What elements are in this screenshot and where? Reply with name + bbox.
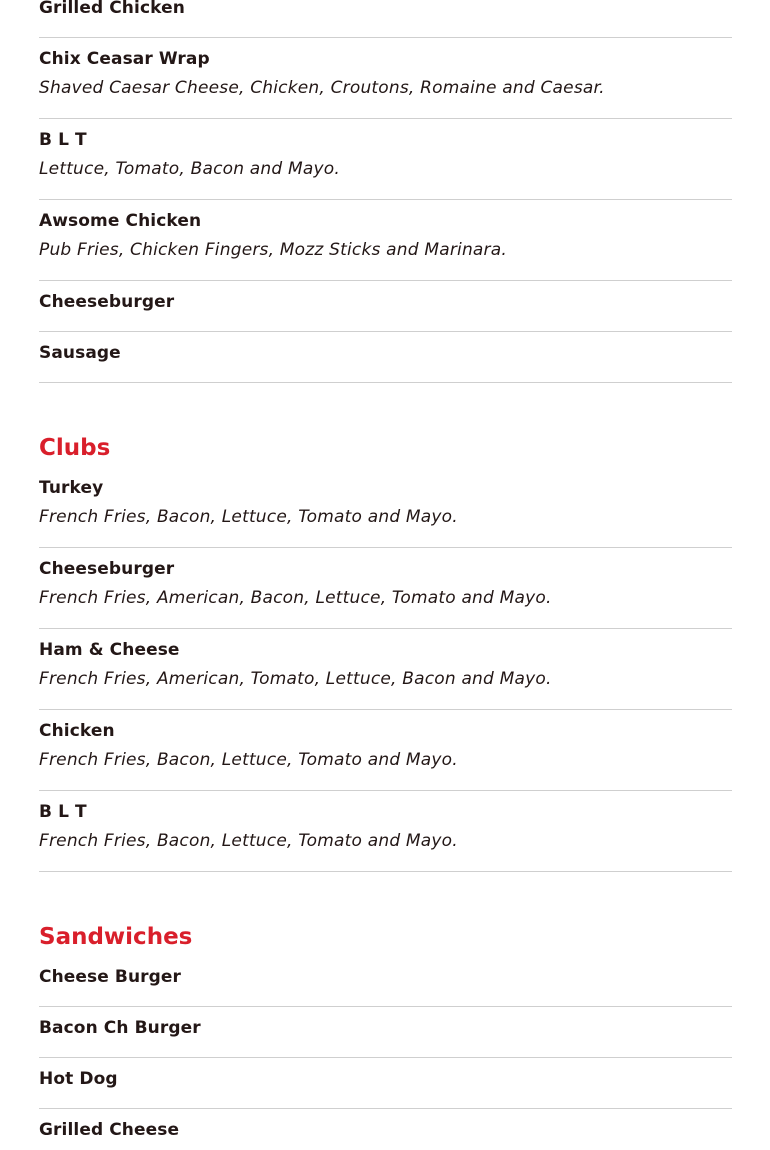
- item-name: Ham & Cheese: [39, 640, 180, 660]
- menu-item: [39, 332, 732, 383]
- section-spacer: [39, 383, 732, 433]
- item-description: French Fries, American, Tomato, Lettuce, Bacon and Mayo.: [39, 669, 552, 689]
- item-name: Hot Dog: [39, 1069, 118, 1089]
- item-name: Cheeseburger: [39, 292, 175, 312]
- item-description: French Fries, Bacon, Lettuce, Tomato and Mayo.: [39, 831, 458, 851]
- item-name: Bacon Ch Burger: [39, 1018, 201, 1038]
- item-name: B L T: [39, 130, 87, 150]
- item-name: Cheeseburger: [39, 559, 175, 579]
- item-description: Shaved Caesar Cheese, Chicken, Croutons, Romaine and Caesar.: [39, 78, 605, 98]
- item-description: French Fries, American, Bacon, Lettuce, Tomato and Mayo.: [39, 588, 552, 608]
- section-spacer: [39, 872, 732, 922]
- item-name: Sausage: [39, 343, 121, 363]
- menu-section-sandwiches: [39, 922, 732, 1150]
- menu-item: [39, 0, 732, 38]
- menu-item: [39, 200, 732, 281]
- item-name: Turkey: [39, 478, 104, 498]
- menu-item: [39, 467, 732, 548]
- item-name: Chix Ceasar Wrap: [39, 49, 210, 69]
- menu-item: [39, 1058, 732, 1109]
- menu-item: [39, 119, 732, 200]
- menu-item: [39, 1109, 732, 1150]
- menu-item: [39, 548, 732, 629]
- item-description: French Fries, Bacon, Lettuce, Tomato and Mayo.: [39, 750, 458, 770]
- menu-section-continued: [39, 0, 732, 383]
- menu-list: [39, 0, 732, 1150]
- menu-item: [39, 791, 732, 872]
- menu-item: [39, 710, 732, 791]
- item-name: Cheese Burger: [39, 967, 182, 987]
- menu-section-clubs: [39, 433, 732, 872]
- section-title: Sandwiches: [39, 924, 193, 950]
- item-name: Grilled Chicken: [39, 0, 185, 18]
- menu-item: [39, 1007, 732, 1058]
- item-description: Pub Fries, Chicken Fingers, Mozz Sticks and Marinara.: [39, 240, 507, 260]
- item-name: Grilled Cheese: [39, 1120, 180, 1140]
- menu-item: [39, 281, 732, 332]
- section-title: Clubs: [39, 435, 111, 461]
- menu-item: [39, 629, 732, 710]
- menu-item: [39, 956, 732, 1007]
- item-description: Lettuce, Tomato, Bacon and Mayo.: [39, 159, 340, 179]
- item-name: Chicken: [39, 721, 115, 741]
- item-description: French Fries, Bacon, Lettuce, Tomato and Mayo.: [39, 507, 458, 527]
- menu-item: [39, 38, 732, 119]
- item-name: B L T: [39, 802, 87, 822]
- item-name: Awsome Chicken: [39, 211, 202, 231]
